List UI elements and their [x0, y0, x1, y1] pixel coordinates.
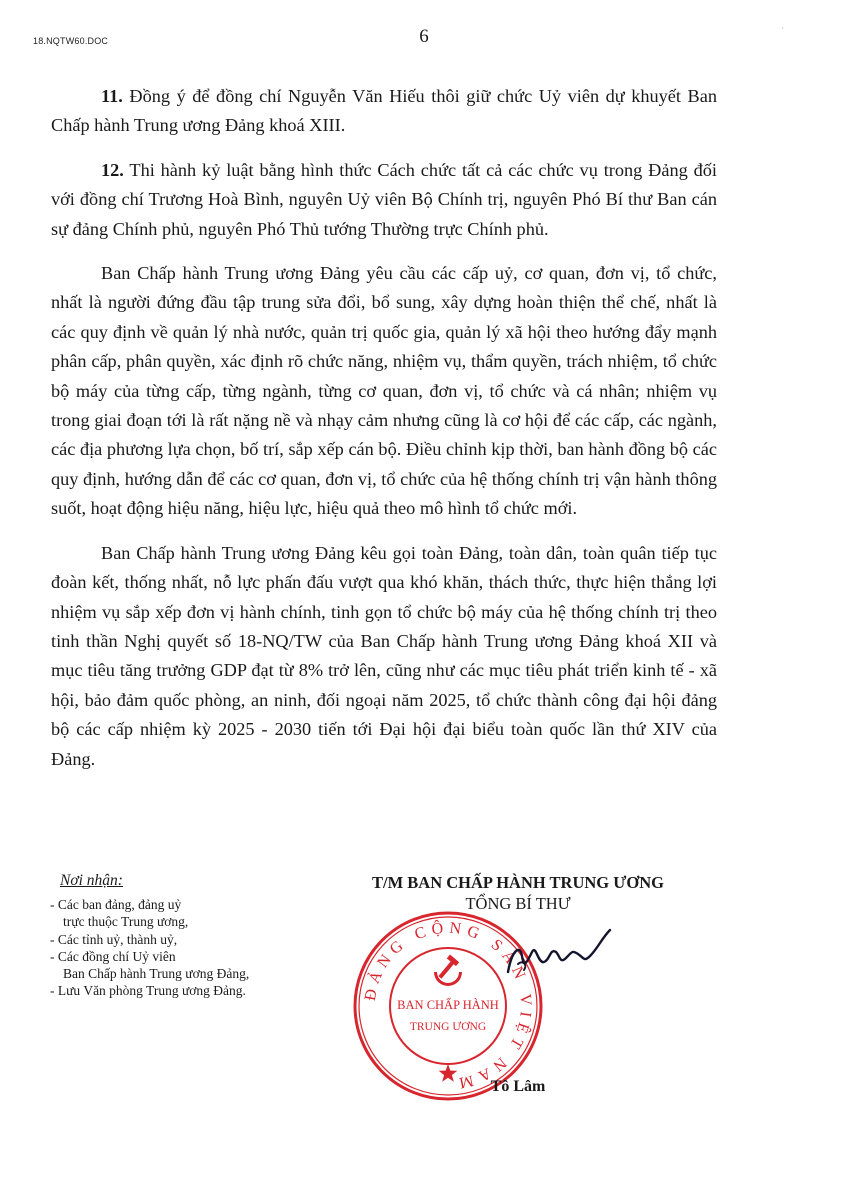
- recipient-line: - Các tỉnh uỷ, thành uỷ,: [50, 931, 178, 947]
- svg-text:BAN CHẤP HÀNH: BAN CHẤP HÀNH: [397, 998, 499, 1012]
- recipients-block: [50, 872, 249, 999]
- signer-name: Tô Lâm: [490, 1078, 546, 1095]
- item-12: [51, 156, 717, 244]
- page-number: 6: [419, 26, 429, 47]
- svg-text:ĐẢNG CỘNG SẢN VIỆT NAM: ĐẢNG CỘNG SẢN VIỆT NAM: [361, 919, 535, 1093]
- item-text: Thi hành kỷ luật bằng hình thức Cách chức tất cả các chức vụ trong Đảng đối với đồng chí Trương Hoà Bình, nguyên Uỷ viên Bộ Chính trị, nguyên Phó Bí thư Ban cán sự đảng Chính phủ, nguyên Phó Thủ tướng Thường trực Chính phủ.: [51, 159, 717, 239]
- item-number: 11.: [101, 86, 123, 106]
- signing-organization: T/M BAN CHẤP HÀNH TRUNG ƯƠNG: [372, 873, 664, 892]
- recipient-line: - Các ban đảng, đảng uỷ: [50, 897, 182, 913]
- signer-title: TỔNG BÍ THƯ: [465, 894, 571, 913]
- recipient-line: Ban Chấp hành Trung ương Đảng,: [63, 966, 250, 982]
- recipient-line: - Lưu Văn phòng Trung ương Đảng.: [50, 983, 246, 999]
- item-number: 12.: [101, 159, 124, 180]
- item-text: Đồng ý để đồng chí Nguyễn Văn Hiếu thôi giữ chức Uỷ viên dự khuyết Ban Chấp hành Trung ương Đảng khoá XIII.: [51, 86, 717, 136]
- document-code: 18.NQTW60.DOC: [33, 36, 109, 46]
- document-body: [51, 82, 717, 789]
- handwritten-signature: [498, 920, 638, 990]
- paragraph-requirements: Ban Chấp hành Trung ương Đảng yêu cầu các cấp uỷ, cơ quan, đơn vị, tổ chức, nhất là người đứng đầu tập trung sửa đổi, bổ sung, xây dựng hoàn thiện thể chế, nhất là các quy định về quản lý nhà nước, quản trị quốc gia, quản lý xã hội theo hướng đẩy mạnh phân cấp, phân quyền, xác định rõ chức năng, nhiệm vụ, thẩm quyền, trách nhiệm, tổ chức bộ máy của từng cấp, từng ngành, từng cơ quan, đơn vị, tổ chức và cá nhân; nhiệm vụ trong giai đoạn tới là rất nặng nề và nhạy cảm nhưng cũng là cơ hội để các cấp, các ngành, các địa phương lựa chọn, bố trí, sắp xếp cán bộ. Điều chỉnh kịp thời, ban hành đồng bộ các quy định, hướng dẫn để các cơ quan, đơn vị, tổ chức của hệ thống chính trị vận hành thông suốt, hoạt động hiệu năng, hiệu lực, hiệu quả theo mô hình tổ chức mới.: [51, 263, 717, 519]
- corner-mark: ´: [781, 26, 784, 36]
- recipient-line: trực thuộc Trung ương,: [63, 914, 189, 930]
- hammer-sickle-icon: [434, 955, 462, 986]
- paragraph-appeal: Ban Chấp hành Trung ương Đảng kêu gọi toàn Đảng, toàn dân, toàn quân tiếp tục đoàn kết, thống nhất, nỗ lực phấn đấu vượt qua khó khăn, thách thức, thực hiện thắng lợi nhiệm vụ sắp xếp đơn vị hành chính, tinh gọn tổ chức bộ máy của hệ thống chính trị theo tinh thần Nghị quyết số 18-NQ/TW của Ban Chấp hành Trung ương Đảng khoá XII và mục tiêu tăng trưởng GDP đạt từ 8% trở lên, cũng như các mục tiêu phát triển kinh tế - xã hội, bảo đảm quốc phòng, an ninh, đối ngoại năm 2025, tổ chức thành công đại hội đảng bộ các cấp nhiệm kỳ 2025 - 2030 tiến tới Đại hội đại biểu toàn quốc lần thứ XIV của Đảng.: [51, 542, 717, 769]
- item-11: [51, 82, 717, 141]
- svg-text:TRUNG ƯƠNG: TRUNG ƯƠNG: [409, 1021, 487, 1033]
- signature-block: [318, 870, 768, 1100]
- recipients-title: Nơi nhận:: [60, 872, 123, 889]
- recipient-line: - Các đồng chí Uỷ viên: [50, 948, 176, 964]
